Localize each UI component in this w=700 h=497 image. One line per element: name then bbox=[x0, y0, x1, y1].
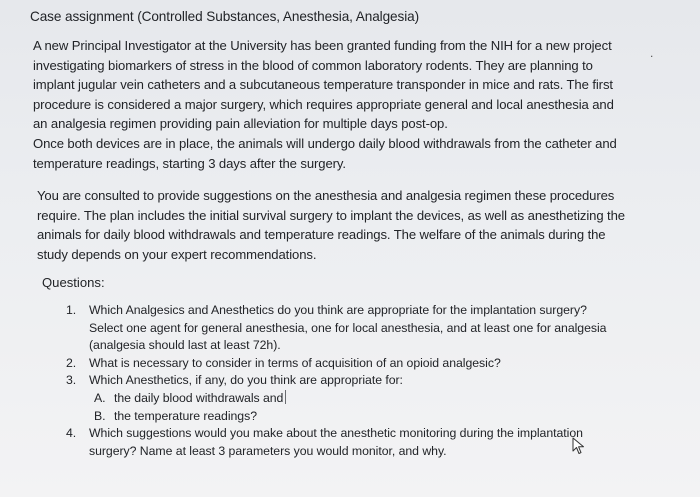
question-number: 3. bbox=[66, 373, 77, 388]
paragraph-line: You are consulted to provide suggestions on the anesthesia and analgesia regimen these procedures bbox=[37, 188, 615, 203]
paragraph-line: require. The plan includes the initial survival surgery to implant the devices, as well as anesthetizing the bbox=[37, 207, 625, 223]
sub-question-letter: A. bbox=[94, 390, 106, 405]
question-list bbox=[66, 302, 606, 460]
paragraph-line: animals for daily blood withdrawals and temperature readings. The welfare of the animals during the bbox=[37, 227, 606, 243]
question-line: What is necessary to consider in terms of acquisition of an opioid analgesic? bbox=[89, 355, 501, 370]
question-line: Which Anesthetics, if any, do you think are appropriate for: bbox=[89, 373, 403, 388]
paragraph-line: study depends on your expert recommendations. bbox=[37, 246, 317, 262]
questions-heading: Questions: bbox=[42, 275, 105, 290]
question-item-2 bbox=[66, 355, 606, 373]
question-item-3 bbox=[66, 372, 606, 425]
paragraph-line: A new Principal Investigator at the University has been granted funding from the NIH for a new project bbox=[33, 38, 612, 53]
paragraph-consultation bbox=[37, 186, 625, 264]
question-number: 1. bbox=[66, 303, 77, 317]
question-line: Which suggestions would you make about the anesthetic monitoring during the implantation bbox=[89, 426, 583, 441]
question-line: (analgesia should last at least 72h). bbox=[89, 338, 281, 353]
question-item-4 bbox=[66, 425, 606, 460]
sub-question-letter: B. bbox=[94, 408, 106, 423]
paragraph-background bbox=[33, 36, 617, 173]
question-number: 2. bbox=[66, 355, 77, 370]
paragraph-line: procedure is considered a major surgery, which requires appropriate general and local anesthesia and bbox=[33, 96, 614, 112]
question-number: 4. bbox=[66, 426, 77, 441]
document-title: Case assignment (Controlled Substances, Anesthesia, Analgesia) bbox=[30, 9, 420, 24]
question-item-1 bbox=[66, 302, 606, 355]
text-caret bbox=[285, 390, 286, 404]
mouse-pointer-icon bbox=[572, 437, 586, 455]
sub-question-text: the temperature readings? bbox=[114, 408, 257, 423]
stray-dot: . bbox=[650, 46, 654, 60]
sub-question-a bbox=[94, 390, 606, 408]
question-line: surgery? Name at least 3 parameters you would monitor, and why. bbox=[89, 443, 447, 458]
paragraph-line: investigating biomarkers of stress in the blood of common laboratory rodents. They are planning to bbox=[33, 57, 593, 73]
paragraph-line: an analgesia regimen providing pain alleviation for multiple days post-op. bbox=[33, 116, 448, 132]
sub-question-text: the daily blood withdrawals and bbox=[114, 390, 284, 405]
paragraph-line: temperature readings, starting 3 days after the surgery. bbox=[33, 155, 346, 171]
question-line: Select one agent for general anesthesia, one for local anesthesia, and at least one for analgesia bbox=[89, 320, 607, 335]
question-line: Which Analgesics and Anesthetics do you think are appropriate for the implantation surgery? bbox=[89, 303, 587, 317]
paragraph-line: implant jugular vein catheters and a subcutaneous temperature transponder in mice and rats. The first bbox=[33, 77, 613, 93]
sub-question-b bbox=[94, 408, 606, 426]
paragraph-line: Once both devices are in place, the animals will undergo daily blood withdrawals from the catheter and bbox=[33, 135, 617, 151]
